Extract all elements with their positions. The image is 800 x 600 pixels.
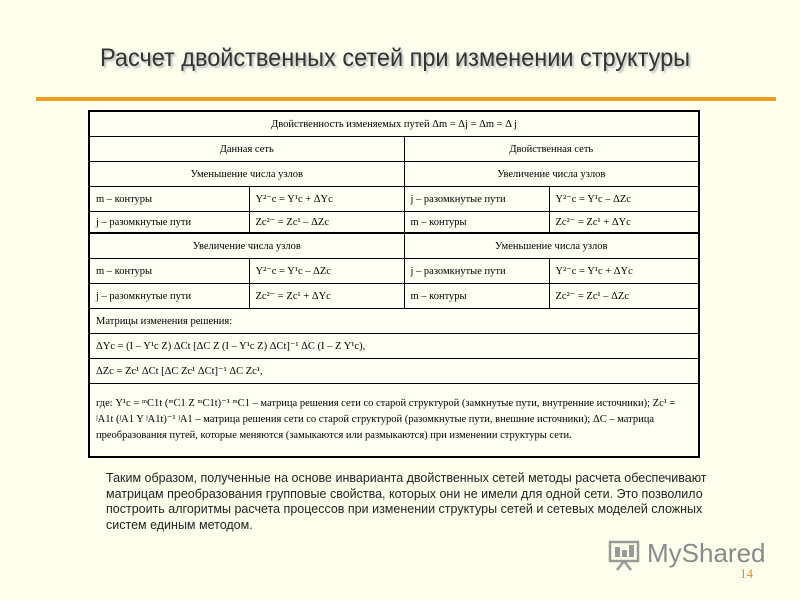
matrices-label: Матрицы изменения решения: bbox=[89, 309, 699, 334]
table-cell: m – контуры bbox=[89, 187, 249, 212]
block2-left-header: Увеличение числа узлов bbox=[89, 233, 404, 259]
formula-delta-y: ΔYc = (I – Y¹c Z) ΔCt [ΔC Z (I – Y¹c Z) ΔCt]⁻¹ ΔC (I – Z Y¹c), bbox=[89, 334, 699, 359]
table-cell: Y²⁻c = Y¹c + ΔYc bbox=[549, 259, 699, 284]
page-number: 14 bbox=[740, 566, 753, 581]
table-cell: Y²⁻c = Y¹c – ΔZc bbox=[249, 259, 404, 284]
table-cell: Y²⁻c = Y¹c – ΔZc bbox=[549, 187, 699, 212]
formula-definitions: где: Y¹c = ᵐC1t (ᵐC1 Z ᵐC1t)⁻¹ ᵐC1 – матрица решения сети со старой структурой (замкнутые пути, внутренние источники); Zc¹ = ʲA1t (ʲA1 Y ʲA1t)⁻¹ ʲA1 – матрица решения сети со старой структурой (разомкнутые пути, внешние источники); ΔC – матрица преобразования путей, которые меняются (замыкаются или размыкаются) при изменении структуры сети. bbox=[89, 384, 699, 458]
block2-right-header: Уменьшение числа узлов bbox=[404, 233, 699, 259]
slide-title: Расчет двойственных сетей при изменении структуры bbox=[100, 44, 691, 72]
table-cell: Y²⁻c = Y¹c + ΔYc bbox=[249, 187, 404, 212]
title-underline bbox=[36, 97, 776, 101]
table-cell: m – контуры bbox=[404, 212, 549, 234]
summary-paragraph: Таким образом, полученные на основе инварианта двойственных сетей методы расчета обеспечивают матрицам преобразования групповые свойства, которых они не имели для одной сети. Это позволило построить алгоритмы расчета процессов при изменении структуры сетей и сетевых моделей сложных систем единым методом. bbox=[106, 471, 707, 532]
table-header: Двойственность изменяемых путей Δm = Δj = Δm = Δ j bbox=[89, 111, 699, 137]
table-cell: m – контуры bbox=[404, 284, 549, 309]
block1-left-header: Уменьшение числа узлов bbox=[89, 162, 404, 187]
table-cell: j – разомкнутые пути bbox=[89, 284, 249, 309]
table-cell: m – контуры bbox=[89, 259, 249, 284]
table-cell: Zc²⁻ = Zc¹ – ΔZc bbox=[549, 284, 699, 309]
col-dual-network: Двойственная сеть bbox=[404, 137, 699, 162]
table-cell: j – разомкнутые пути bbox=[404, 187, 549, 212]
duality-table bbox=[88, 110, 700, 458]
table-cell: Zc²⁻ = Zc¹ + ΔYc bbox=[249, 284, 404, 309]
presentation-board-icon bbox=[607, 538, 641, 572]
formula-delta-z: ΔZc = Zc¹ ΔCt [ΔC Zc¹ ΔCt]⁻¹ ΔC Zc¹, bbox=[89, 359, 699, 384]
col-given-network: Данная сеть bbox=[89, 137, 404, 162]
table-cell: Zc²⁻ = Zc¹ – ΔZc bbox=[249, 212, 404, 234]
block1-right-header: Увеличение числа узлов bbox=[404, 162, 699, 187]
table-cell: j – разомкнутые пути bbox=[404, 259, 549, 284]
logo-text: MyShared bbox=[647, 538, 766, 568]
table-cell: j – разомкнутые пути bbox=[89, 212, 249, 234]
table-cell: Zc²⁻ = Zc¹ + ΔYc bbox=[549, 212, 699, 234]
